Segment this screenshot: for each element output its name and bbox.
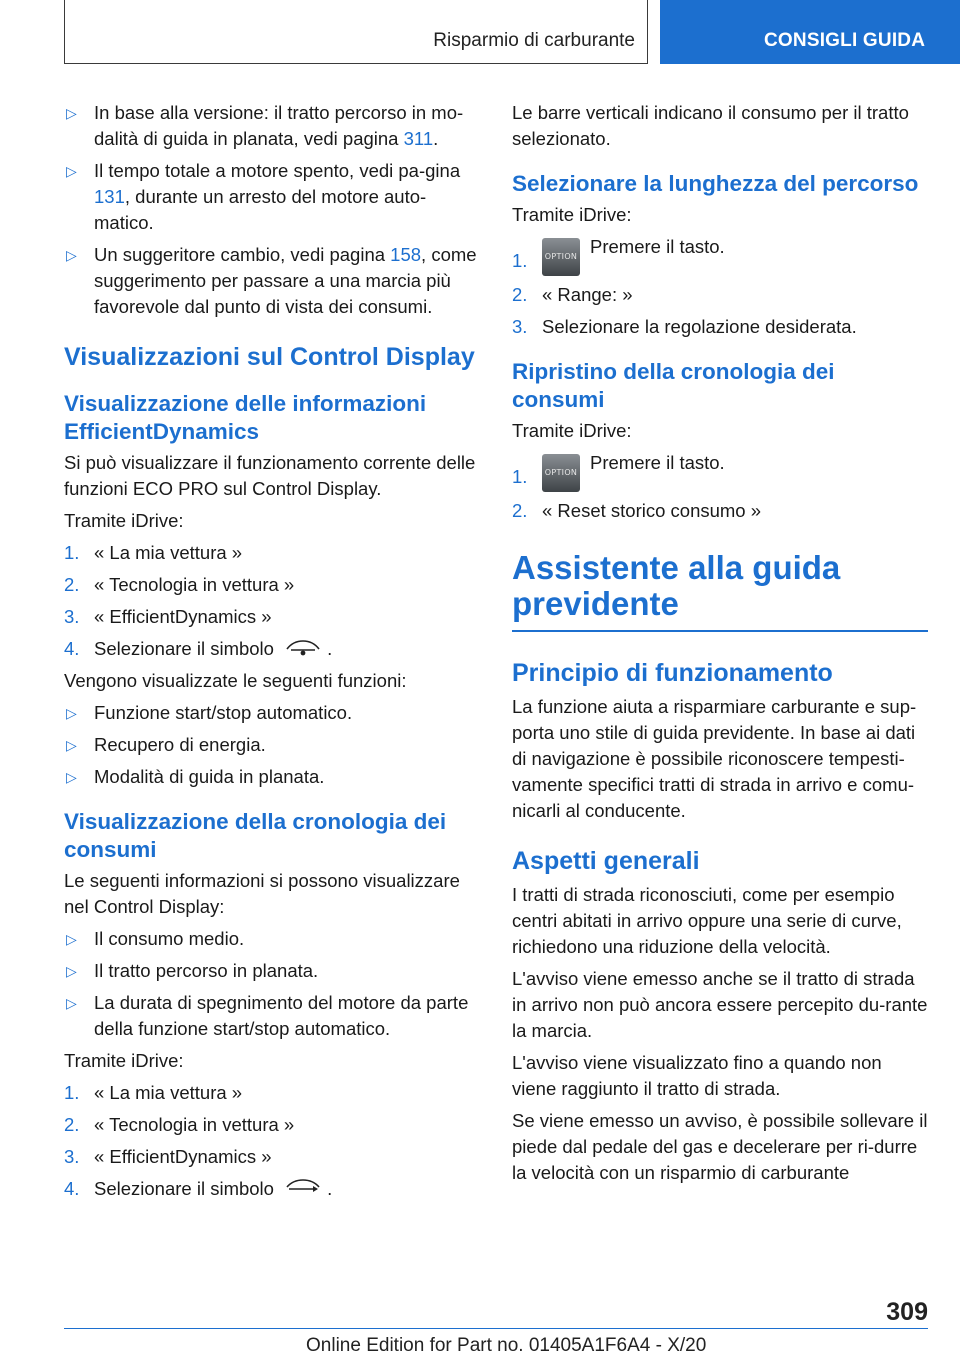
heading-efficientdynamics-info: Visualizzazione delle informazioni EfficientDynamics — [64, 391, 427, 444]
header-section-title: Risparmio di carburante — [433, 30, 635, 51]
left-column — [64, 100, 484, 1208]
car-history-icon — [283, 1177, 323, 1197]
step-item: 2. « Tecnologia in vettura » — [64, 574, 295, 595]
heading-route-length: Selezionare la lunghezza del percorso — [512, 171, 919, 196]
right-column — [512, 100, 928, 1192]
heading-consumption-history: Visualizzazione della cronologia dei consumi — [64, 809, 447, 862]
bullet-icon: ▷ — [66, 705, 77, 721]
list-item: ▷ Il tratto percorso in planata. — [64, 958, 484, 984]
page-link-311[interactable]: 311 — [403, 128, 434, 149]
step-item: 3. Selezionare la regolazione desiderata. — [512, 316, 857, 337]
heading-operating-principle: Principio di funzionamento — [512, 659, 833, 687]
step-item: 3. « EfficientDynamics » — [64, 606, 272, 627]
step-item: 3. « EfficientDynamics » — [64, 1146, 272, 1167]
list-item: ▷ Modalità di guida in planata. — [64, 764, 484, 790]
paragraph: Tramite iDrive: — [512, 420, 632, 441]
heading-predictive-assistant: Assistente alla guida previdente — [512, 550, 928, 632]
bullet-icon: ▷ — [66, 737, 77, 753]
step-item: 4. Selezionare il simbolo . — [64, 638, 333, 659]
paragraph: Tramite iDrive: — [64, 1050, 184, 1071]
footer-divider — [64, 1328, 928, 1329]
header-chapter-label: CONSIGLI GUIDA — [764, 30, 926, 51]
paragraph: La funzione aiuta a risparmiare carburante e sup-porta uno stile di guida previdente. In base ai dati di navigazione è possibile riconoscere tempesti-vamente specifici tratti di strada in arrivo e comu-nicarli al conducente. — [512, 696, 917, 821]
paragraph: Vengono visualizzate le seguenti funzioni: — [64, 670, 407, 691]
paragraph: Si può visualizzare il funzionamento corrente delle funzioni ECO PRO sul Control Display. — [64, 452, 476, 499]
paragraph: I tratti di strada riconosciuti, come per esempio centri abitati in arrivo oppure una serie di curve, richiedono una riduzione della velocità. — [512, 884, 902, 957]
step-item: 1. « La mia vettura » — [64, 542, 243, 563]
car-efficiency-icon — [283, 637, 323, 657]
step-item: 1. « La mia vettura » — [64, 1082, 243, 1103]
bullet-icon: ▷ — [66, 247, 77, 263]
step-item: 2. « Reset storico consumo » — [512, 500, 762, 521]
list-item: ▷ Il tempo totale a motore spento, vedi pa-gina 131, durante un arresto del motore auto-matico. — [66, 160, 461, 233]
list-item: ▷ Il consumo medio. — [64, 926, 484, 952]
option-button-icon: OPTION — [542, 454, 580, 492]
step-item: 1. OPTION Premere il tasto. — [512, 450, 928, 492]
step-item: 4. Selezionare il simbolo . — [64, 1178, 333, 1199]
paragraph: L'avviso viene emesso anche se il tratto di strada in arrivo non può ancora essere percepito du-rante la marcia. — [512, 968, 928, 1041]
list-item: ▷ Funzione start/stop automatico. — [64, 700, 484, 726]
bullet-icon: ▷ — [66, 769, 77, 785]
option-button-icon: OPTION — [542, 238, 580, 276]
list-item: ▷ Recupero di energia. — [64, 732, 484, 758]
paragraph: Tramite iDrive: — [512, 204, 632, 225]
bullet-icon: ▷ — [66, 995, 77, 1011]
header-box — [64, 0, 648, 64]
step-item: 2. « Tecnologia in vettura » — [64, 1114, 295, 1135]
step-item: 1. OPTION Premere il tasto. — [512, 234, 928, 276]
header-chapter-tab[interactable] — [660, 0, 960, 64]
list-item: ▷ In base alla versione: il tratto percorso in mo-dalità di guida in planata, vedi pagina 311. — [66, 102, 464, 149]
heading-reset-history: Ripristino della cronologia dei consumi — [512, 359, 835, 412]
footer-edition: Online Edition for Part no. 01405A1F6A4 - X/20 — [306, 1335, 707, 1356]
paragraph: Se viene emesso un avviso, è possibile sollevare il piede dal pedale del gas e decelerare per ri-durre la velocità con un risparmio di carburante — [512, 1110, 928, 1183]
paragraph: L'avviso viene visualizzato fino a quando non viene raggiunto il tratto di strada. — [512, 1052, 882, 1099]
bullet-icon: ▷ — [66, 963, 77, 979]
list-item: ▷ La durata di spegnimento del motore da parte della funzione start/stop automatico. — [66, 992, 469, 1039]
step-item: 2. « Range: » — [512, 284, 633, 305]
heading-control-display: Visualizzazioni sul Control Display — [64, 343, 475, 371]
bullet-icon: ▷ — [66, 931, 77, 947]
page-number: 309 — [886, 1298, 928, 1326]
paragraph: Tramite iDrive: — [64, 510, 184, 531]
heading-general-aspects: Aspetti generali — [512, 847, 700, 875]
list-item: ▷ Un suggeritore cambio, vedi pagina 158, come suggerimento per passare a una marcia più favorevole dal punto di vista dei consumi. — [66, 244, 477, 317]
bullet-icon: ▷ — [66, 105, 77, 121]
page-link-131[interactable]: 131 — [94, 186, 125, 207]
paragraph: Le barre verticali indicano il consumo per il tratto selezionato. — [512, 102, 909, 149]
paragraph: Le seguenti informazioni si possono visualizzare nel Control Display: — [64, 870, 460, 917]
page-link-158[interactable]: 158 — [390, 244, 422, 265]
bullet-icon: ▷ — [66, 163, 77, 179]
